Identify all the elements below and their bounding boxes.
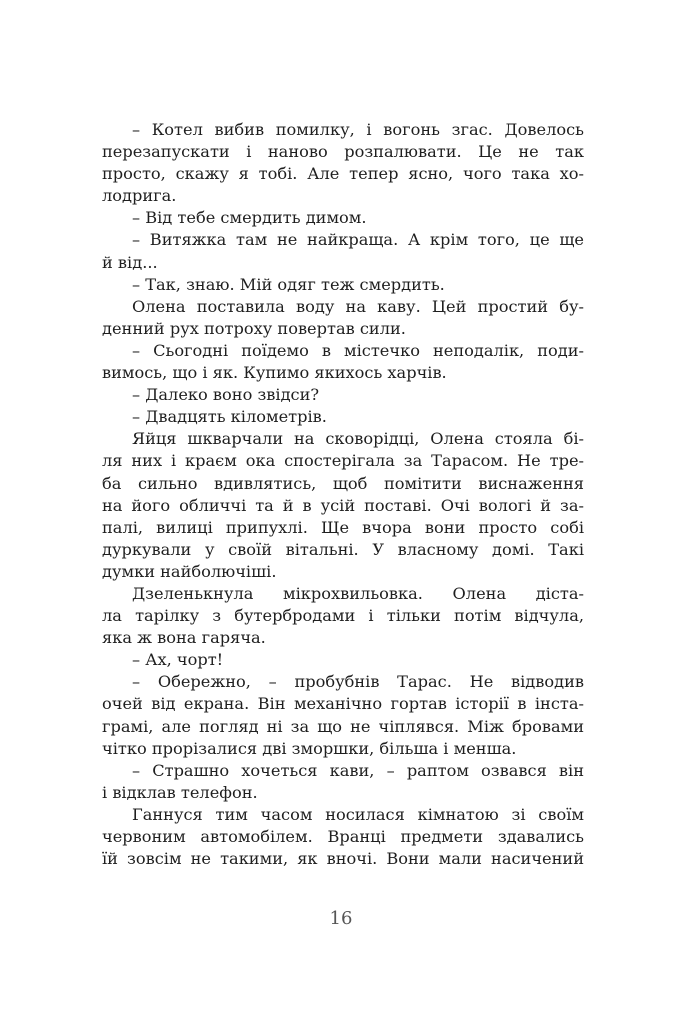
text-line: – Далеко воно звідси? <box>132 385 320 405</box>
text-line: на його обличчі та й в усій поставі. Очі вологі й за- <box>102 495 584 515</box>
text-line: чітко прорізалися дві зморшки, більша і менша. <box>102 738 517 758</box>
text-line: денний рух потроху повертав сили. <box>102 318 406 338</box>
text-line: лодрига. <box>102 186 177 206</box>
text-line: яка ж вона гаряча. <box>102 628 266 648</box>
text-line: думки найболючіші. <box>102 561 277 581</box>
text-line: – Від тебе смердить димом. <box>132 208 367 228</box>
text-line: й від... <box>102 252 158 272</box>
text-line: – Сьогодні поїдемо в містечко неподалік, поди- <box>132 340 584 360</box>
text-line: – Ах, чорт! <box>132 650 224 670</box>
text-line: Олена поставила воду на каву. Цей простий бу- <box>132 296 584 316</box>
text-line: Ганнуся тим часом носилася кімнатою зі своїм <box>132 804 584 824</box>
text-line: – Обережно, – пробубнів Тарас. Не відводив <box>132 672 584 692</box>
text-line: ля них і краєм ока спостерігала за Тарасом. Не тре- <box>102 451 584 471</box>
text-line: вимось, що і як. Купимо якихось харчів. <box>102 363 447 383</box>
text-line: перезапускати і наново розпалювати. Це не так <box>102 142 584 162</box>
text-line: очей від екрана. Він механічно гортав історії в інста- <box>102 694 584 714</box>
text-line: – Страшно хочеться кави, – раптом озвався він <box>132 760 584 780</box>
text-line: грамі, але погляд ні за що не чіплявся. Між бровами <box>102 716 584 736</box>
text-line: палі, вилиці припухлі. Ще вчора вони просто собі <box>102 517 584 537</box>
text-line: Дзеленькнула мікрохвильовка. Олена діста- <box>132 583 584 603</box>
text-line: – Витяжка там не найкраща. А крім того, це ще <box>132 230 584 250</box>
text-line: і відклав телефон. <box>102 782 258 802</box>
text-line: ла тарілку з бутербродами і тільки потім відчула, <box>102 606 584 626</box>
page-number: 16 <box>329 908 353 929</box>
text-line: Яйця шкварчали на сковорідці, Олена стояла бі- <box>132 429 584 449</box>
text-line: дуркували у своїй вітальні. У власному домі. Такі <box>102 539 584 559</box>
text-line: – Так, знаю. Мій одяг теж смердить. <box>132 274 445 294</box>
text-line: ба сильно вдивлятись, щоб помітити виснаження <box>102 473 584 493</box>
body-text <box>102 119 584 870</box>
text-line: червоним автомобілем. Вранці предмети здавались <box>102 827 584 846</box>
text-line: просто, скажу я тобі. Але тепер ясно, чого така хо- <box>102 164 584 184</box>
text-line: – Двадцять кілометрів. <box>132 407 327 427</box>
text-line: їй зовсім не такими, як вночі. Вони мали насичений <box>102 849 584 869</box>
text-line: – Котел вибив помилку, і вогонь згас. Довелось <box>132 120 584 139</box>
